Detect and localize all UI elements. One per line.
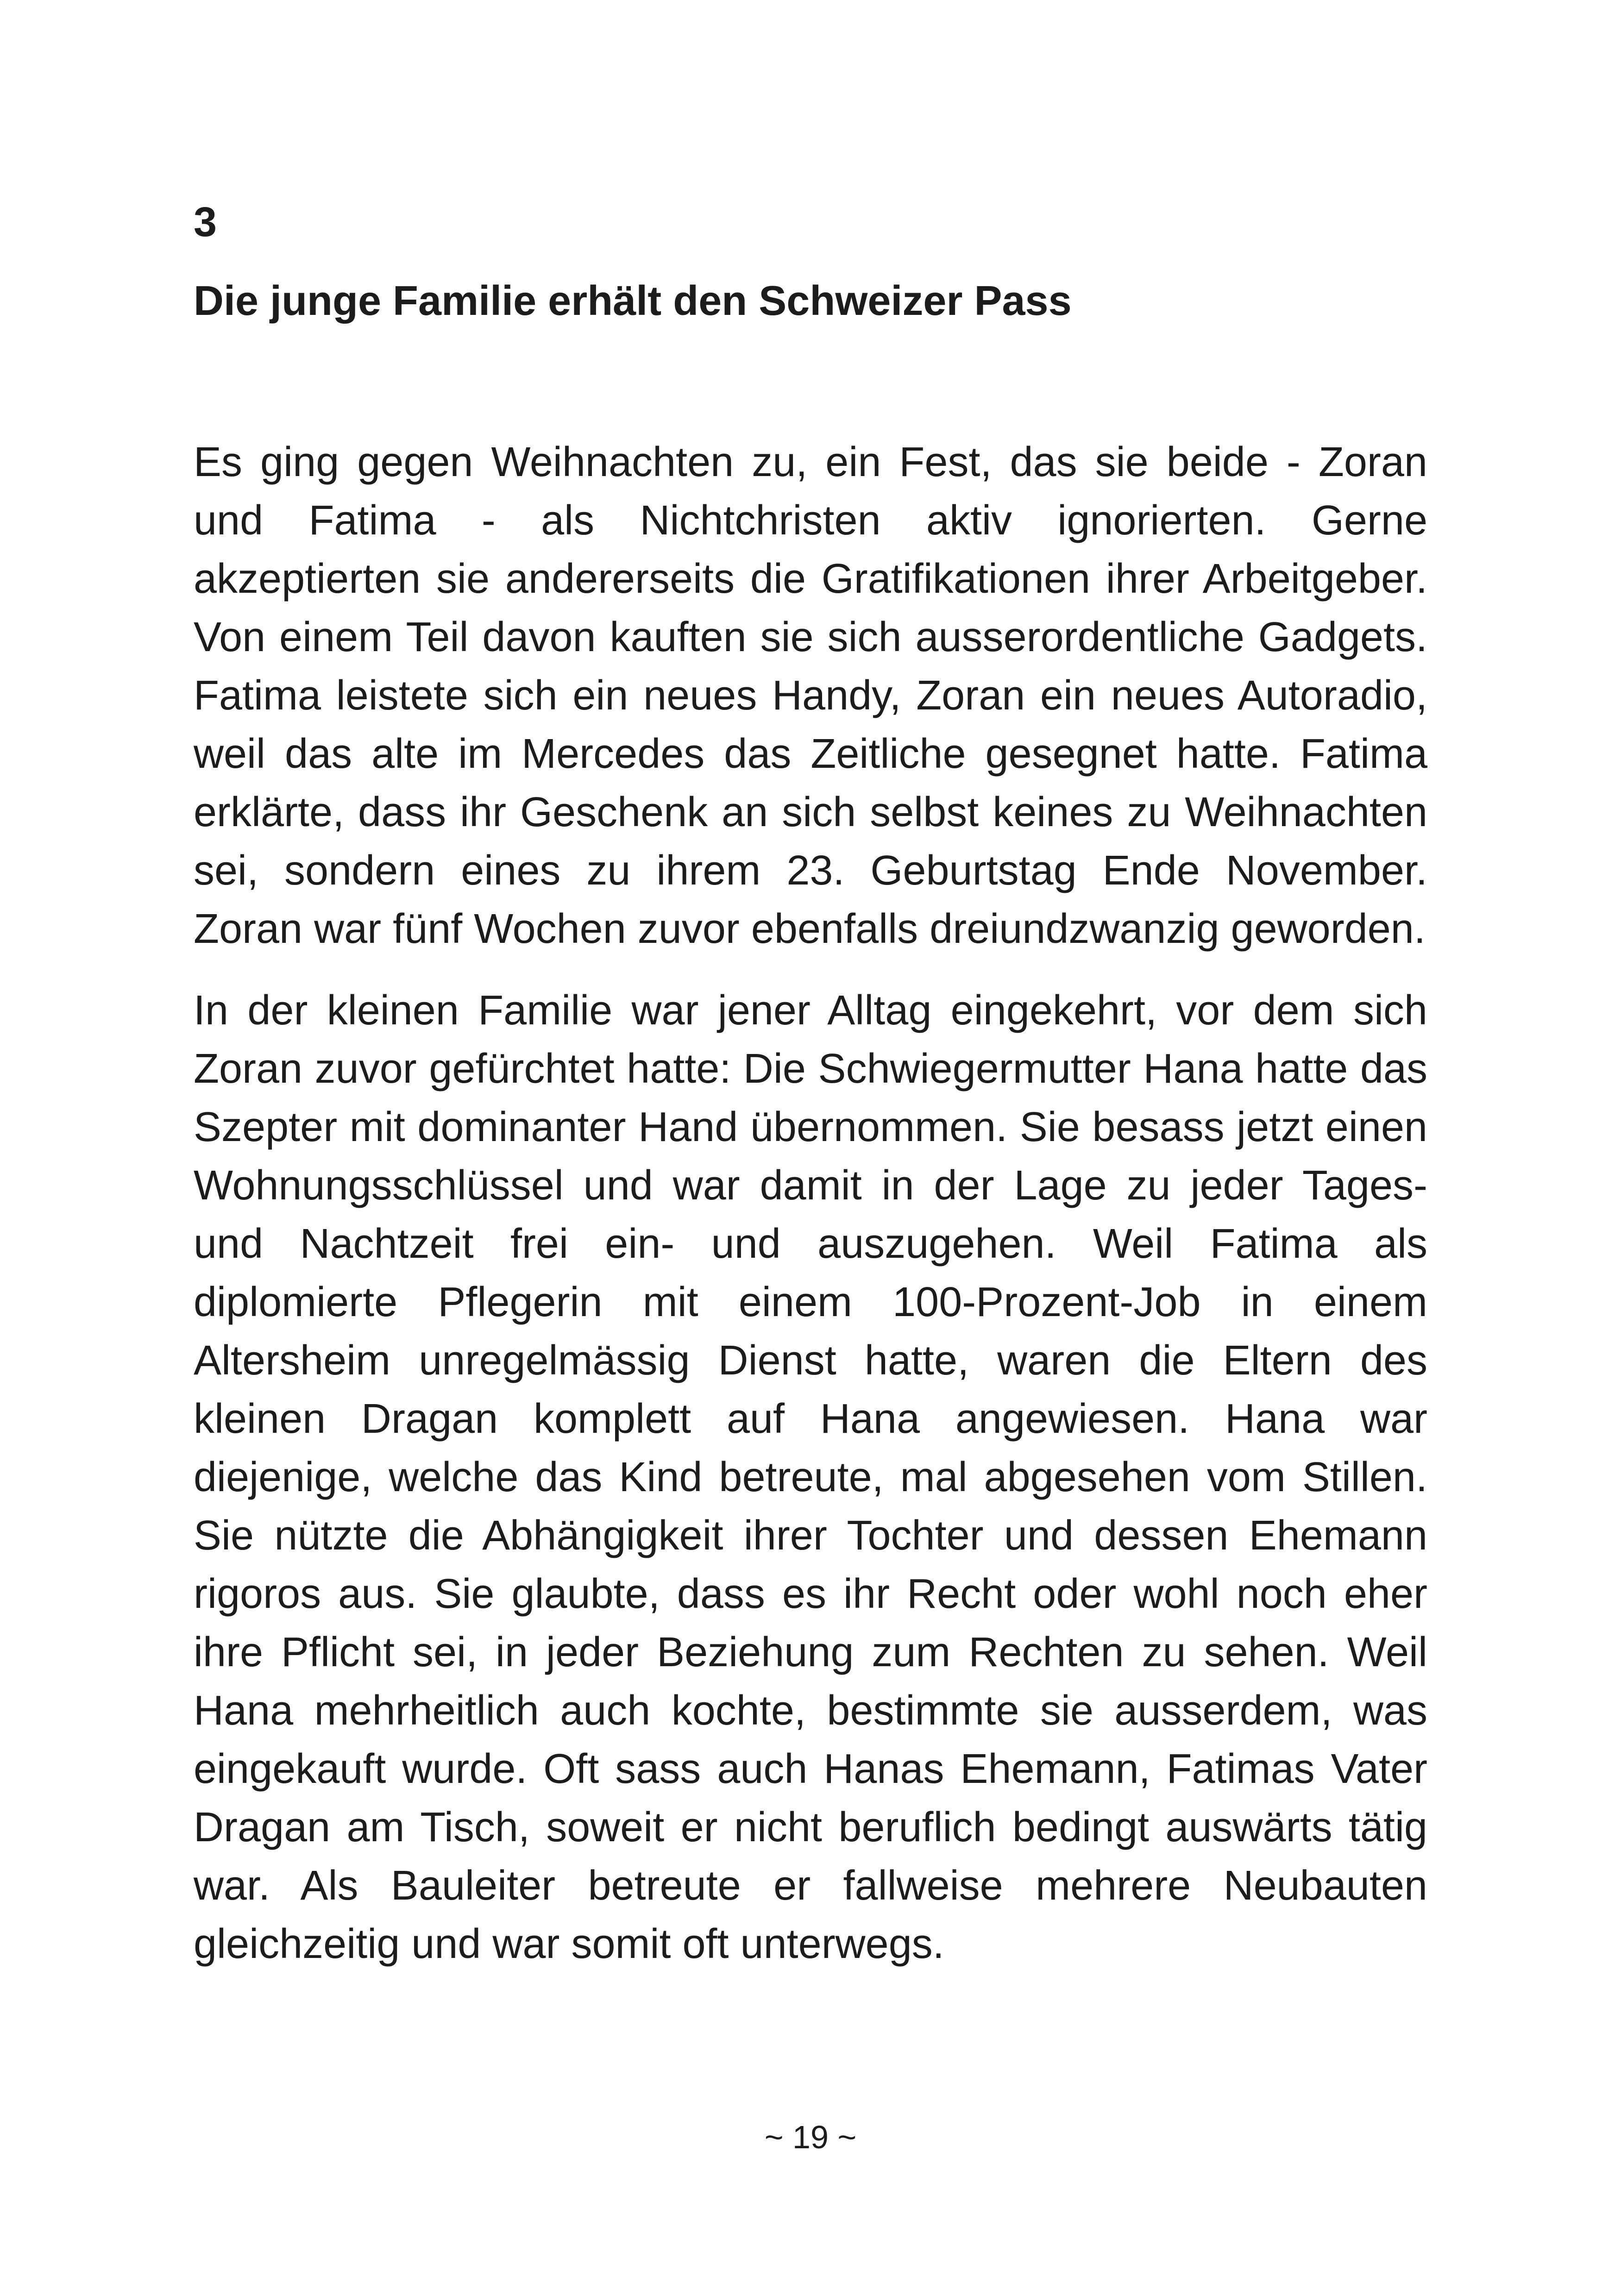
paragraph-1: Es ging gegen Weihnachten zu, ein Fest, das sie beide - Zoran und Fatima - als Nichtchristen aktiv ignorierten. Gerne akzeptierten sie andererseits die Gratifikationen ihrer Arbeitgeber. Von einem Teil davon kauften sie sich ausserordentliche Gadgets. Fatima leistete sich ein neues Handy, Zoran ein neues Autoradio, weil das alte im Mercedes das Zeitliche gesegnet hatte. Fatima erklärte, dass ihr Geschenk an sich selbst keines zu Weihnachten sei, sondern eines zu ihrem 23. Geburtstag Ende November. Zoran war fünf Wochen zuvor ebenfalls dreiundzwanzig geworden. (194, 439, 1427, 952)
chapter-title: Die junge Familie erhält den Schweizer Pass (194, 278, 1072, 324)
paragraph-2: In der kleinen Familie war jener Alltag eingekehrt, vor dem sich Zoran zuvor gefürchtet hatte: Die Schwiegermutter Hana hatte das Szepter mit dominanter Hand übernommen. Sie besass jetzt einen Wohnungsschlüssel und war damit in der Lage zu jeder Tages- und Nachtzeit frei ein- und auszugehen. Weil Fatima als diplomierte Pflegerin mit einem 100-Prozent-Job in einem Altersheim unregelmässig Dienst hatte, waren die Eltern des kleinen Dragan komplett auf Hana angewiesen. Hana war diejenige, welche das Kind betreute, mal abgesehen vom Stillen. Sie nützte die Abhängigkeit ihrer Tochter und dessen Ehemann rigoros aus. Sie glaubte, dass es ihr Recht oder wohl noch eher ihre Pflicht sei, in jeder Beziehung zum Rechten zu sehen. Weil Hana mehrheitlich auch kochte, bestimmte sie ausserdem, was eingekauft wurde. Oft sass auch Hanas Ehemann, Fatimas Vater Dragan am Tisch, soweit er nicht beruflich bedingt auswärts tätig war. Als Bauleiter betreute er fallweise mehrere Neubauten gleichzeitig und war somit oft unterwegs. (194, 987, 1427, 1967)
page-number: ~ 19 ~ (764, 2119, 857, 2155)
body-text (194, 433, 1427, 1996)
chapter-number: 3 (194, 199, 217, 245)
